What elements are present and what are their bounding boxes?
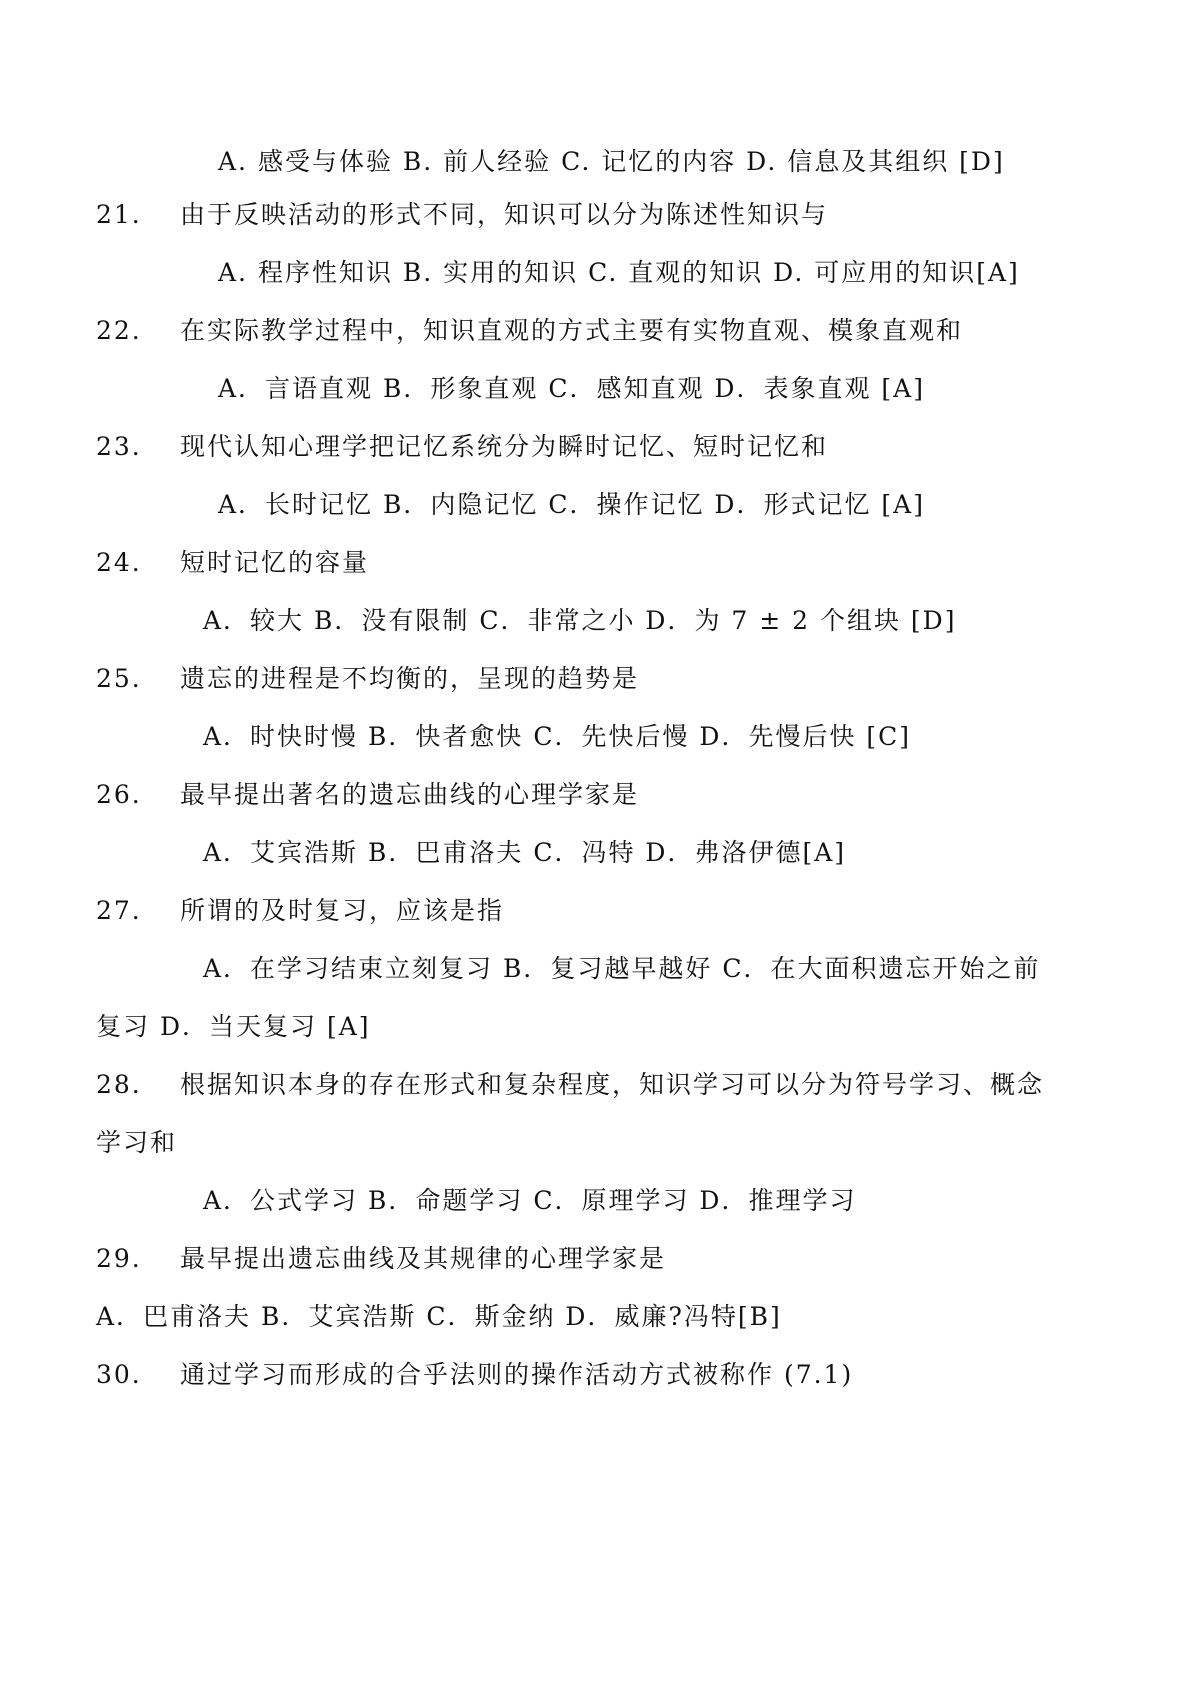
options-line-28: A．公式学习 B．命题学习 C．原理学习 D．推理学习 [203,1186,857,1215]
options-line-22: A．言语直观 B．形象直观 C．感知直观 D．表象直观 [A] [218,374,925,403]
question-text: 通过学习而形成的合乎法则的操作活动方式被称作 (7.1) [180,1360,854,1389]
question-number: 23. [96,432,142,461]
question-number: 29. [96,1244,142,1273]
options-line-26: A．艾宾浩斯 B．巴甫洛夫 C．冯特 D．弗洛伊德[A] [203,838,847,867]
options-line-20: A. 感受与体验 B. 前人经验 C. 记忆的内容 D. 信息及其组织 [D] [218,147,1005,176]
question-number: 28. [96,1070,142,1099]
question-text: 由于反映活动的形式不同，知识可以分为陈述性知识与 [180,200,829,229]
question-number: 25. [96,664,142,693]
question-number: 26. [96,780,142,809]
options-line-25: A．时快时慢 B．快者愈快 C．先快后慢 D．先慢后快 [C] [203,722,912,751]
options-line-23: A．长时记忆 B．内隐记忆 C．操作记忆 D．形式记忆 [A] [218,490,925,519]
question-number: 22. [96,316,142,345]
question-text: 遗忘的进程是不均衡的，呈现的趋势是 [180,664,640,693]
question-text: 在实际教学过程中，知识直观的方式主要有实物直观、模象直观和 [180,316,964,345]
options-line-27-wrap: 复习 D．当天复习 [A] [96,1012,371,1041]
options-line-21: A. 程序性知识 B. 实用的知识 C. 直观的知识 D. 可应用的知识[A] [218,258,1020,287]
question-text: 最早提出遗忘曲线及其规律的心理学家是 [180,1244,667,1273]
question-28-wrap: 学习和 [96,1128,178,1157]
question-number: 21. [96,200,142,229]
options-line-29: A．巴甫洛夫 B．艾宾浩斯 C．斯金纳 D．威廉?冯特[B] [96,1302,782,1331]
question-number: 30. [96,1360,142,1389]
question-number: 24. [96,548,142,577]
question-text: 短时记忆的容量 [180,548,370,577]
question-text: 最早提出著名的遗忘曲线的心理学家是 [180,780,640,809]
options-line-27: A．在学习结束立刻复习 B．复习越早越好 C．在大面积遗忘开始之前 [203,954,1041,983]
question-number: 27. [96,896,142,925]
question-text: 根据知识本身的存在形式和复杂程度，知识学习可以分为符号学习、概念 [180,1070,1045,1099]
options-line-24: A．较大 B．没有限制 C．非常之小 D．为 7 ± 2 个组块 [D] [203,606,957,635]
question-text: 所谓的及时复习，应该是指 [180,896,505,925]
question-text: 现代认知心理学把记忆系统分为瞬时记忆、短时记忆和 [180,432,829,461]
